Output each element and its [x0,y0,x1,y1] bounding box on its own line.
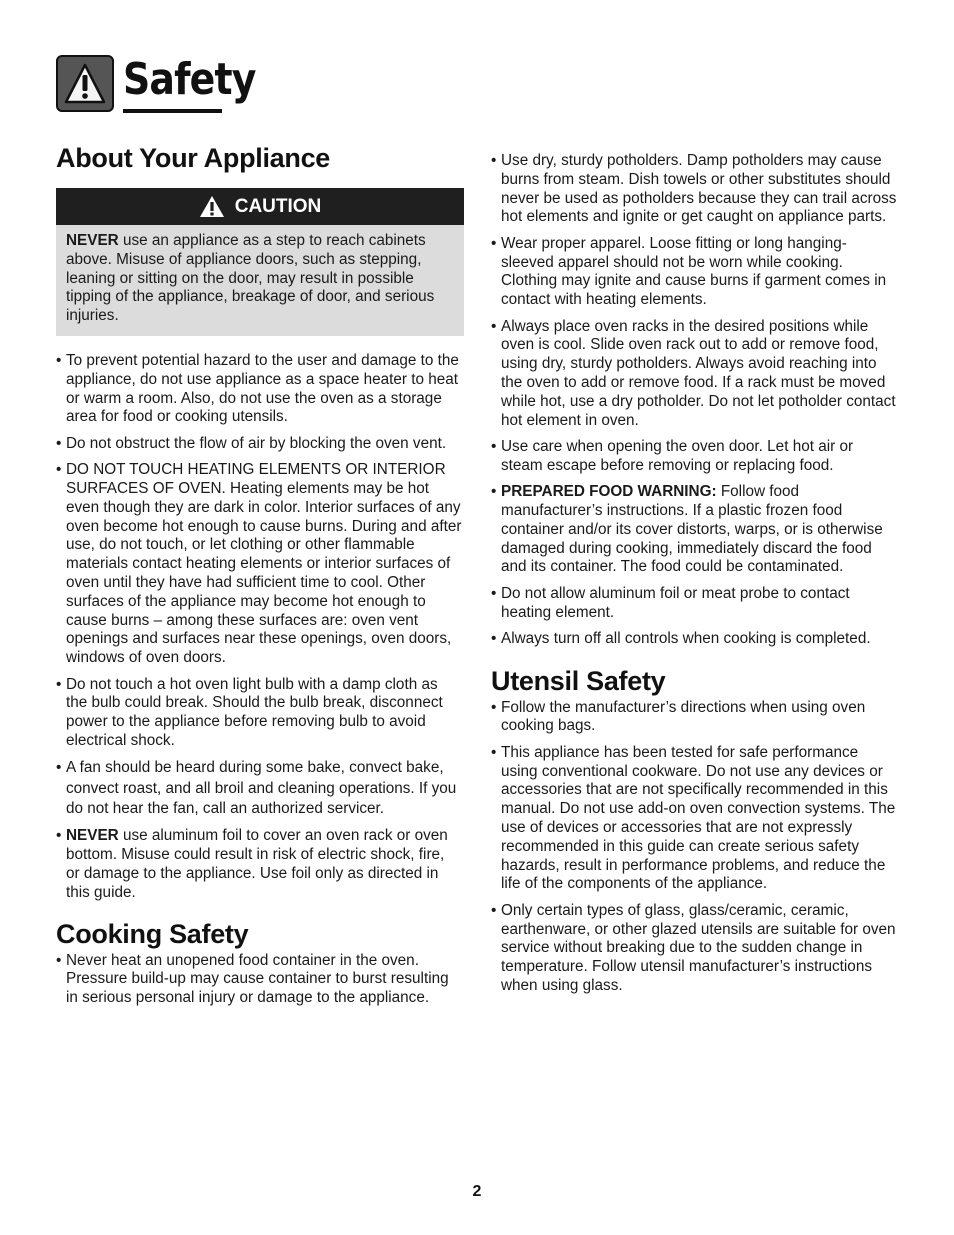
list-item: • Do not allow aluminum foil or meat probe to contact heating element. [491,585,897,623]
list-item: • This appliance has been tested for safe performance using conventional cookware. Do not use any devices or accessories that are not specifically recommended in this manual. Do not use add-on oven convection systems. The use of devices or accessories that are not expressly recommended in this guide can create serious safety hazards, result in performance problems, and reduce the life of the components of the appliance. [491,744,897,894]
list-item: • Use care when opening the oven door. Let hot air or steam escape before removing or replacing food. [491,438,897,476]
caution-text [56,225,464,336]
list-item: • To prevent potential hazard to the user and damage to the appliance, do not use appliance as a space heater to heat or warm a room. Also, do not use the oven as a storage area for food or cooking utensils. [56,352,462,427]
caution-body: use an appliance as a step to reach cabinets above. Misuse of appliance doors, such as stepping, leaning or sitting on the door, may result in possible tipping of the appliance, breakage of door, and serious injuries. [66,232,435,325]
about-appliance-list [56,352,462,903]
caution-lead: NEVER [66,232,119,249]
list-item: • Wear proper apparel. Loose fitting or long hanging-sleeved apparel should not be worn while cooking. Clothing may ignite and cause burns if garment comes in contact with heating elements. [491,235,897,310]
list-item: • Use dry, sturdy potholders. Damp potholders may cause burns from steam. Dish towels or other substitutes should never be used as potholders because they can trail across hot elements and ignite or get caught on appliance parts. [491,152,897,227]
caution-label: CAUTION [234,195,322,217]
list-item: • NEVER use aluminum foil to cover an oven rack or oven bottom. Misuse could result in risk of electric shock, fire, or damage to the appliance. Use foil only as directed in this guide. [56,827,462,902]
page-number: 2 [472,1183,482,1200]
list-item: • Do not obstruct the flow of air by blocking the oven vent. [56,435,462,454]
caution-box [56,188,464,336]
list-item: • Follow the manufacturer’s directions when using oven cooking bags. [491,699,897,737]
list-item: • PREPARED FOOD WARNING: Follow food manufacturer’s instructions. If a plastic frozen food container and/or its cover distorts, warps, or is otherwise damaged during cooking, immediately discard the food and its container. The food could be contaminated. [491,483,897,577]
list-item: • Always turn off all controls when cooking is completed. [491,630,897,649]
list-item: • Only certain types of glass, glass/ceramic, ceramic, earthenware, or other glazed utensils are suitable for oven service without breaking due to the sudden change in temperature. Follow utensil manufacturer’s instructions when using glass. [491,902,897,996]
caution-bar [56,188,464,225]
cooking-safety-list-right [491,152,897,649]
warning-triangle-icon [56,55,114,112]
page-title-block [123,55,277,113]
cooking-safety-list-left [56,952,462,1008]
list-item: • DO NOT TOUCH HEATING ELEMENTS OR INTERIOR SURFACES OF OVEN. Heating elements may be hot even though they are dark in color. Interior surfaces of any oven become hot enough to cause burns. During and after use, do not touch, or let clothing or other flammable materials contact heating elements or interior surfaces of oven until they have had sufficient time to cool. Other surfaces of the appliance may become hot enough to cause burns – among these surfaces are: oven vent openings and surfaces near these openings, oven doors, windows of oven doors. [56,461,462,668]
page-title: Safety [123,54,256,105]
right-column [491,152,897,1003]
list-item: • A fan should be heard during some bake, convect bake, convect roast, and all broil and cleaning operations. If you do not hear the fan, call an authorized servicer. [56,758,462,820]
title-underline [123,109,222,113]
utensil-safety-list [491,699,897,996]
list-item: • Never heat an unopened food container in the oven. Pressure build-up may cause container to burst resulting in serious personal injury or damage to the appliance. [56,952,462,1008]
caution-warning-icon [199,195,225,218]
list-item: • Always place oven racks in the desired positions while oven is cool. Slide oven rack out to add or remove food, using dry, sturdy potholders. Always avoid reaching into the oven to add or remove food. If a rack must be moved while hot, use a dry potholder. Do not let potholder contact hot element in oven. [491,318,897,431]
section-heading-about-appliance: About Your Appliance [56,143,331,173]
section-heading-utensil-safety: Utensil Safety [491,665,666,696]
page-header [56,55,277,113]
section-heading-cooking-safety: Cooking Safety [56,918,249,949]
list-item: • Do not touch a hot oven light bulb with a damp cloth as the bulb could break. Should the bulb break, disconnect power to the appliance before removing bulb to avoid electrical shock. [56,676,462,751]
left-column [56,140,462,1016]
